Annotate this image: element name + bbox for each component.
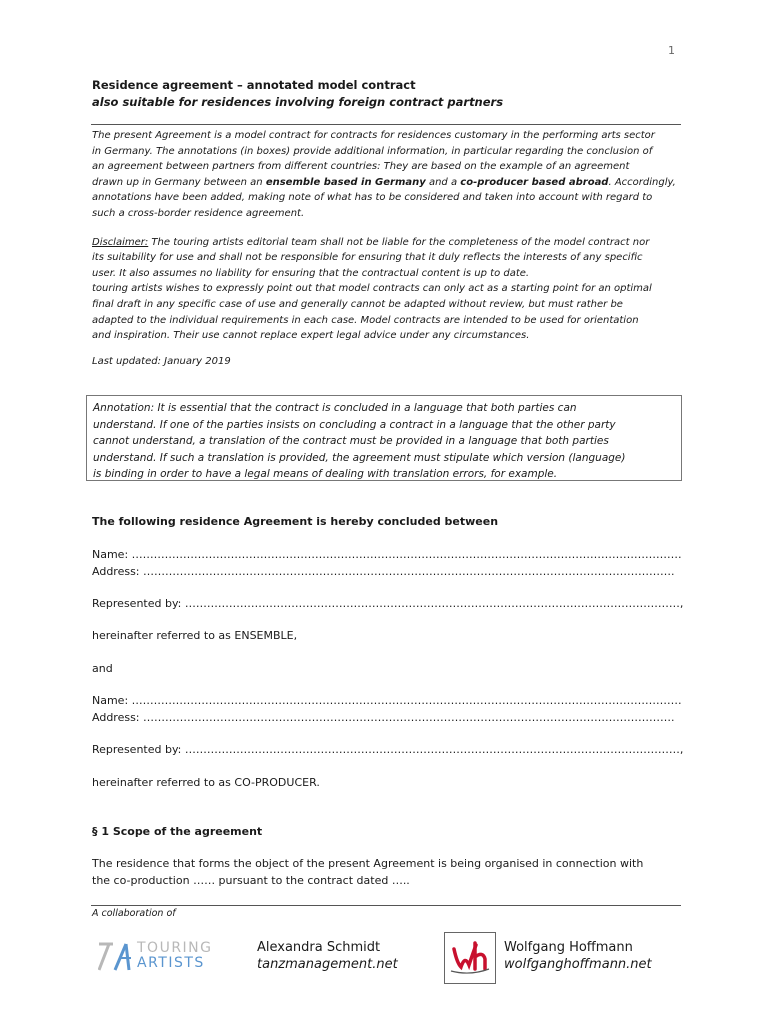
annotation-line: understand. If such a translation is provided, the agreement must stipulate which version (language) (93, 451, 626, 464)
party1-name-field: Name: …………………………………………………………………………………………………………………………………… (92, 548, 682, 561)
section1-text-line: The residence that forms the object of the present Agreement is being organised in connection with (92, 857, 644, 870)
disclaimer-line: Disclaimer: The touring artists editorial team shall not be liable for the completeness of the model contract nor (92, 236, 650, 248)
touring-artists-mark-icon (98, 940, 134, 972)
disclaimer-line: its suitability for use and shall not be responsible for ensuring that it duly reflects the interests of any specific (92, 252, 643, 264)
intro-line: The present Agreement is a model contract for contracts for residences customary in the performing arts sector (92, 130, 655, 141)
logo-text-artists: ARTISTS (137, 955, 205, 971)
disclaimer-line: touring artists wishes to expressly point out that model contracts can only act as a starting point for an optimal (92, 283, 652, 295)
coproducer-emphasis: co-producer based abroad (460, 176, 609, 188)
contact-website: wolfganghoffmann.net (504, 957, 652, 972)
contact-schmidt (257, 940, 398, 972)
intro-line: annotations have been added, making note of what has to be considered and taken into account with regard to (92, 192, 653, 204)
annotation-line: understand. If one of the parties insists on concluding a contract in a language that the other party (93, 418, 616, 431)
annotation-line: cannot understand, a translation of the contract must be provided in a language that both parties (93, 435, 609, 448)
wh-monogram-icon (445, 933, 495, 983)
section1-heading: § 1 Scope of the agreement (92, 825, 263, 838)
party1-represented-field: Represented by: ………………………………………………………………………………………………………………………, (92, 597, 684, 610)
disclaimer-line: and inspiration. Their use cannot replace expert legal advice under any circumstances. (92, 330, 530, 342)
disclaimer-label: Disclaimer: (92, 236, 149, 248)
footer-divider (91, 905, 681, 906)
annotation-line: is binding in order to have a legal means of dealing with translation errors, for example. (93, 468, 558, 481)
last-updated: Last updated: January 2019 (92, 355, 231, 367)
party2-reference: hereinafter referred to as CO-PRODUCER. (92, 776, 320, 789)
party1-address-field: Address: ………………………………………………………………………………………………………………………………. (92, 565, 675, 578)
contact-name: Wolfgang Hoffmann (504, 940, 633, 955)
intro-line: such a cross-border residence agreement. (92, 207, 305, 219)
section1-text-line: the co-production …… pursuant to the contract dated ….. (92, 874, 410, 887)
contact-name: Alexandra Schmidt (257, 940, 381, 955)
annotation-line: Annotation: It is essential that the contract is concluded in a language that both parties can (93, 402, 577, 414)
party1-reference: hereinafter referred to as ENSEMBLE, (92, 629, 298, 642)
annotation-box (86, 395, 682, 481)
footer-label: A collaboration of (92, 908, 176, 919)
disclaimer-line: adapted to the individual requirements in each case. Model contracts are intended to be used for orientation (92, 314, 639, 326)
party2-address-field: Address: ………………………………………………………………………………………………………………………………. (92, 711, 675, 724)
intro-line: in Germany. The annotations (in boxes) provide additional information, in particular regarding the conclusion of (92, 145, 653, 157)
ensemble-emphasis: ensemble based in Germany (265, 176, 426, 188)
party2-represented-field: Represented by: ………………………………………………………………………………………………………………………, (92, 743, 684, 756)
intro-line: drawn up in Germany between an ensemble based in Germany and a co-producer based abroad. Accordingly, (92, 176, 676, 188)
intro-block (92, 128, 692, 369)
and-text: and (92, 662, 113, 675)
document-subtitle: also suitable for residences involving foreign contract partners (92, 95, 504, 109)
header-divider (91, 124, 681, 125)
disclaimer-line: final draft in any specific case of use and generally cannot be adapted without review, but must rather be (92, 298, 623, 310)
document-title: Residence agreement – annotated model contract (92, 78, 416, 92)
contact-hoffmann (504, 940, 652, 972)
agreement-heading: The following residence Agreement is hereby concluded between (92, 515, 499, 528)
wh-logo (444, 932, 496, 984)
party2-name-field: Name: …………………………………………………………………………………………………………………………………… (92, 694, 682, 707)
logo-text-touring: TOURING (137, 940, 213, 956)
intro-line: an agreement between partners from different countries: They are based on the example of an agreement (92, 161, 630, 173)
touring-artists-logo (98, 940, 213, 974)
disclaimer-line: user. It also assumes no liability for ensuring that the contractual content is up to date. (92, 267, 530, 279)
contact-website: tanzmanagement.net (257, 957, 398, 972)
page-number: 1 (668, 44, 675, 57)
